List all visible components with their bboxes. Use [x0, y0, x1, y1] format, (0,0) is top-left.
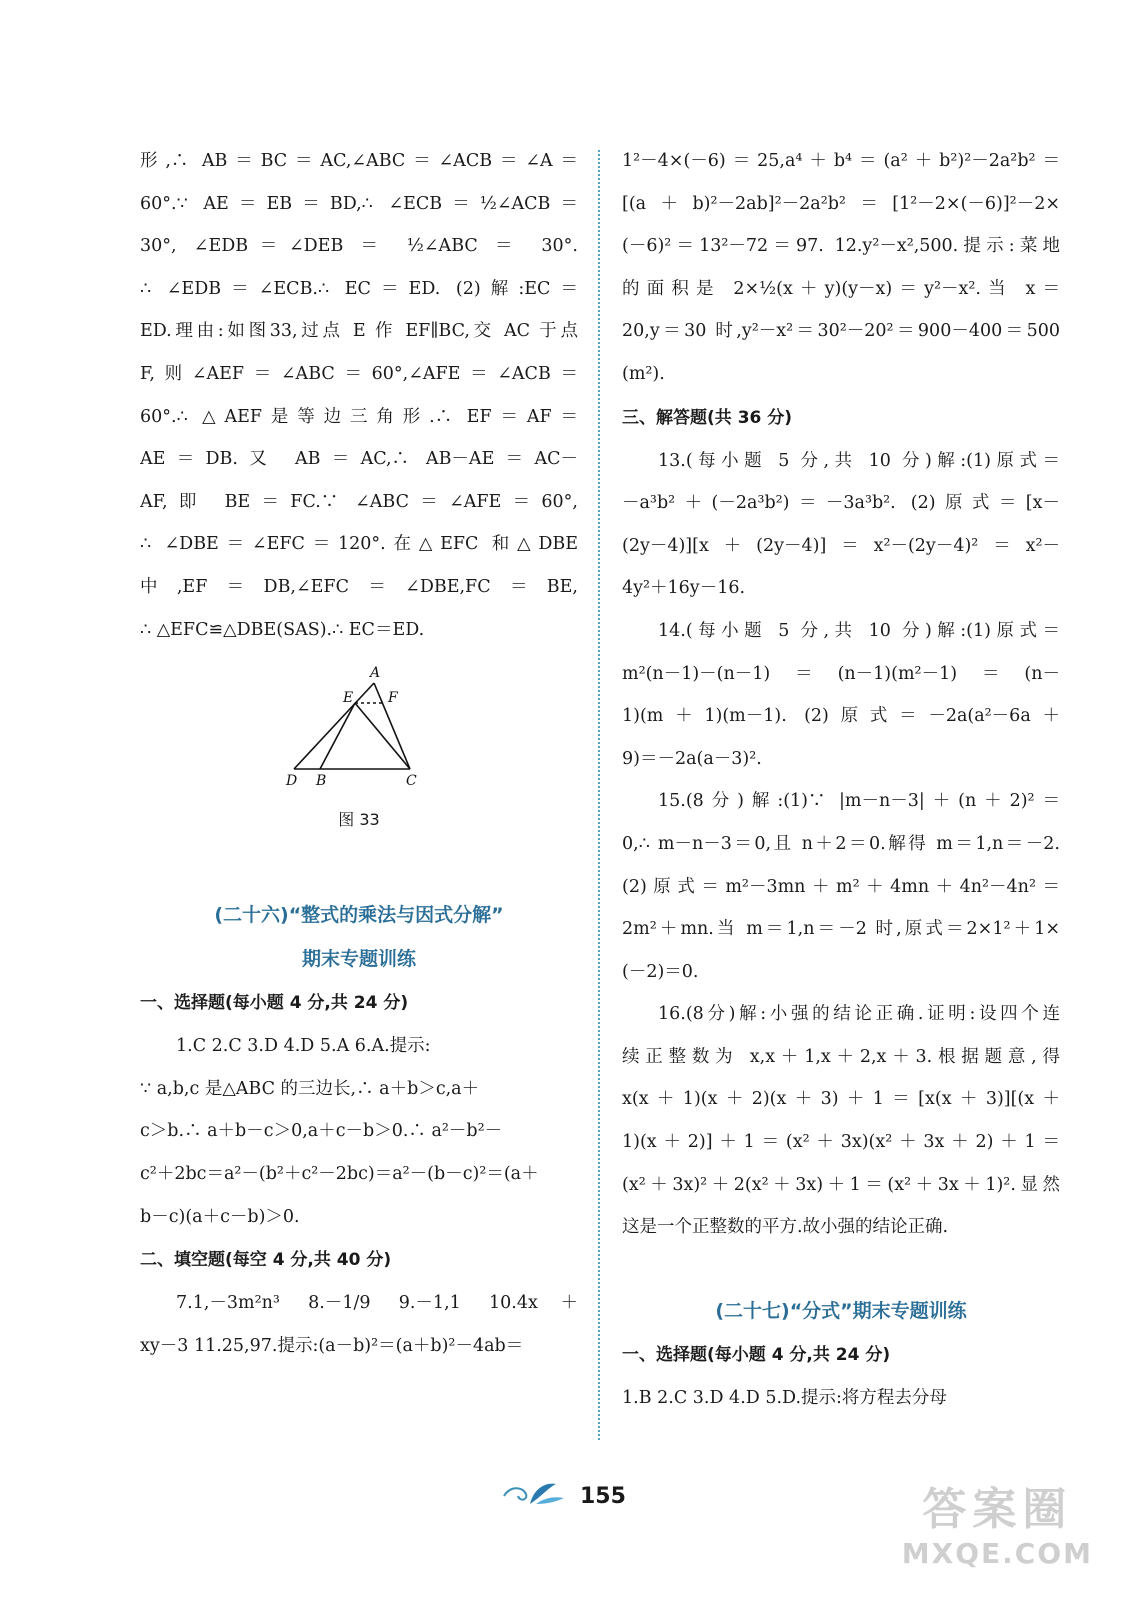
solution-line: ∴ ∠DBE＝∠EFC＝120°.在△EFC 和△DBE [140, 534, 578, 555]
answer-line: 1.C 2.C 3.D 4.D 5.A 6.A.提示: [176, 1036, 431, 1057]
answer-line: 15.(8分)解:(1)∵ |m－n－3|＋(n＋2)²＝ [658, 791, 1060, 812]
solution-line: (m²). [622, 363, 665, 384]
answer-line: 9)＝－2a(a－3)². [622, 748, 762, 769]
answer-line: 1)(m＋1)(m－1). (2)原式＝－2a(a²－6a＋ [622, 706, 1060, 727]
solution-line: 20,y＝30 时,y²－x²＝30²－20²＝900－400＝500 [622, 321, 1060, 342]
answer-line: 1)(x＋2)]＋1＝(x²＋3x)(x²＋3x＋2)＋1＝ [622, 1132, 1060, 1153]
solution-line: 1²－4×(－6)＝25,a⁴＋b⁴＝(a²＋b²)²－2a²b²＝ [622, 151, 1060, 171]
label-C: C [406, 773, 417, 790]
answer-line: 续正整数为 x,x＋1,x＋2,x＋3.根据题意,得 [622, 1046, 1060, 1067]
solution-line: AE＝DB.又 AB＝AC,∴ AB－AE＝AC－ [140, 449, 578, 470]
watermark [902, 1473, 1093, 1570]
figure-33 [140, 651, 578, 851]
watermark-url: MXQE.COM [901, 1537, 1093, 1570]
answer-line: 2m²＋mn.当 m＝1,n＝－2 时,原式＝2×1²＋1× [622, 919, 1060, 940]
label-F: F [388, 690, 398, 707]
answer-line: xy－3 11.25,97.提示:(a－b)²＝(a＋b)²－4ab＝ [140, 1335, 524, 1356]
figure-caption: 图 33 [338, 810, 380, 830]
solution-line: 的面积是 2×½(x＋y)(y－x)＝y²－x².当 x＝ [622, 278, 1060, 299]
triangle-diagram [280, 659, 440, 789]
choice-heading: 一、选择题(每小题 4 分,共 24 分) [140, 993, 409, 1014]
fill-heading: 二、填空题(每空 4 分,共 40 分) [140, 1250, 392, 1271]
answer-line: x(x＋1)(x＋2)(x＋3)＋1＝[x(x＋3)][(x＋ [622, 1089, 1060, 1110]
answer-line: (2)原式＝m²－3mn＋m²＋4mn＋4n²－4n²＝ [622, 876, 1060, 897]
solution-line: F,则∠AEF＝∠ABC＝60°,∠AFE＝∠ACB＝ [140, 363, 578, 384]
label-D: D [286, 773, 298, 790]
answer-line: 4y²＋16y－16. [622, 578, 746, 599]
solution-line: 60°.∴ △AEF是等边三角形.∴ EF＝AF＝ [140, 406, 578, 427]
watermark-title: 答案圈 [922, 1484, 1073, 1535]
page-number: 155 [580, 1484, 626, 1509]
solution-line: ∴ ∠EDB＝∠ECB.∴ EC＝ED. (2)解:EC＝ [140, 278, 578, 299]
label-A: A [370, 665, 381, 682]
answer-line: m²(n－1)－(n－1)＝(n－1)(m²－1)＝(n－ [622, 663, 1060, 684]
solution-line: ∴ △EFC≌△DBE(SAS).∴ EC＝ED. [140, 619, 425, 640]
solution-line: 形,∴ AB＝BC＝AC,∠ABC＝∠ACB＝∠A＝ [140, 151, 578, 171]
label-E: E [343, 690, 354, 707]
solution-line: 中,EF＝DB,∠EFC＝∠DBE,FC＝BE, [140, 576, 578, 597]
section-26-title: (二十六)“整式的乘法与因式分解” [214, 904, 504, 927]
solution-line: 30°, ∠EDB＝∠DEB ＝ ½∠ABC ＝ 30°. [140, 236, 578, 257]
label-B: B [316, 773, 327, 790]
choice-heading-27: 一、选择题(每小题 4 分,共 24 分) [622, 1344, 891, 1365]
column-divider [598, 150, 600, 1440]
answer-line: 这是一个正整数的平方.故小强的结论正确. [622, 1217, 949, 1238]
choice-answers [140, 1025, 578, 1238]
question-16 [622, 993, 1060, 1249]
question-15 [622, 780, 1060, 993]
right-solution-text [622, 140, 1060, 396]
answer-line: c＞b.∴ a＋b－c＞0,a＋c－b＞0.∴ a²－b²－ [140, 1121, 503, 1142]
solve-heading: 三、解答题(共 36 分) [622, 407, 793, 428]
answer-line: 7.1,－3m²n³ 8.－1/9 9.－1,1 10.4x＋ [176, 1293, 578, 1314]
answer-line: ∵ a,b,c 是△ABC 的三边长,∴ a＋b＞c,a＋ [140, 1078, 480, 1099]
section-27-title: (二十七)“分式”期末专题训练 [715, 1299, 967, 1322]
answer-line: 14.(每小题 5 分,共 10 分)解:(1)原式＝ [658, 620, 1060, 641]
question-14 [622, 610, 1060, 780]
question-13 [622, 440, 1060, 610]
solution-line: [(a＋b)²－2ab]²－2a²b²＝[1²－2×(－6)]²－2× [622, 193, 1060, 214]
answer-line: c²＋2bc＝a²－(b²＋c²－2bc)＝a²－(b－c)²＝(a＋ [140, 1163, 539, 1184]
leaf-ornament-icon [500, 1478, 570, 1512]
left-column [140, 140, 578, 1367]
answer-line: －a³b²＋(－2a³b²)＝－3a³b². (2)原式＝[x－ [622, 493, 1060, 514]
answer-line: (2y－4)][x＋(2y－4)]＝x²－(2y－4)²＝x²－ [622, 535, 1060, 556]
left-solution-text [140, 140, 578, 651]
fill-answers [140, 1282, 578, 1367]
solution-line: AF,即 BE＝FC.∵ ∠ABC＝∠AFE＝60°, [140, 491, 578, 512]
answer-line: 0,∴ m－n－3＝0,且 n＋2＝0.解得 m＝1,n＝－2. [622, 833, 1060, 854]
choice-answers-27: 1.B 2.C 3.D 4.D 5.D.提示:将方程去分母 [622, 1387, 947, 1408]
solution-line: (－6)²＝13²－72＝97. 12.y²－x²,500.提示:菜地 [622, 236, 1060, 257]
answer-line: b－c)(a＋c－b)＞0. [140, 1206, 300, 1227]
answer-line: (－2)＝0. [622, 961, 699, 982]
answer-line: 13.(每小题 5 分,共 10 分)解:(1)原式＝ [658, 450, 1060, 471]
solution-line: 60°.∵ AE＝EB＝BD,∴ ∠ECB＝½∠ACB＝ [140, 193, 578, 214]
right-column [622, 140, 1060, 1419]
answer-line: (x²＋3x)²＋2(x²＋3x)＋1＝(x²＋3x＋1)².显然 [622, 1174, 1060, 1195]
section-26-subtitle: 期末专题训练 [301, 948, 416, 971]
solution-line: ED.理由:如图33,过点 E 作 EF∥BC,交 AC 于点 [140, 321, 578, 342]
answer-line: 16.(8分)解:小强的结论正确.证明:设四个连 [658, 1004, 1060, 1025]
